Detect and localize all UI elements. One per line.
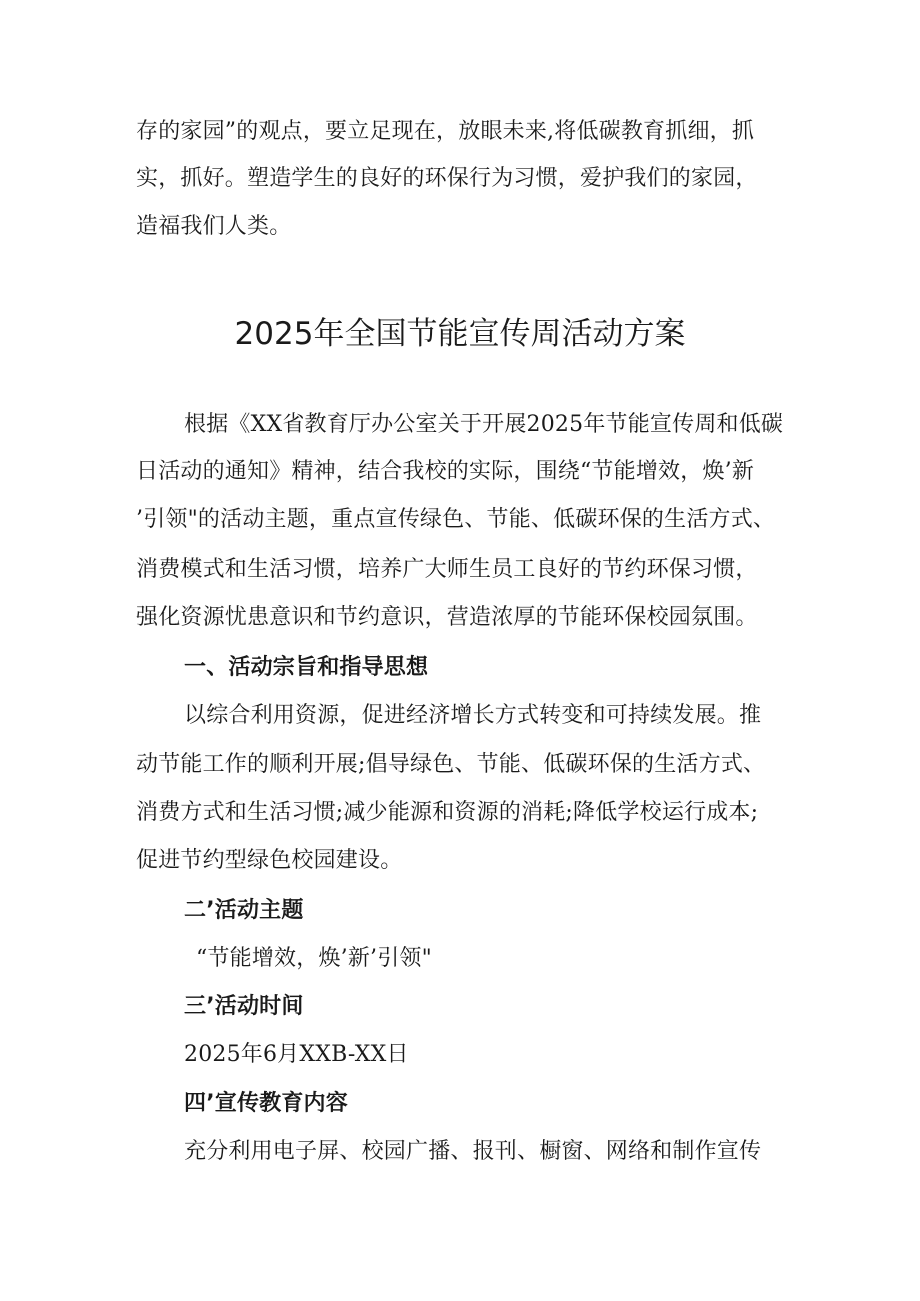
preface-line-2: 日活动的通知》精神，结合我校的实际，围绕“节能增效，焕’新 (136, 459, 755, 484)
section-2-heading: 二’活动主题 (184, 898, 304, 923)
preface-line-1: 根据《XX省教育厅办公室关于开展2025年节能宣传周和低碳 (184, 412, 784, 437)
document-title: 2025年全国节能宣传周活动方案 (234, 316, 686, 352)
section-1-line-2: 动节能工作的顺利开展;倡导绿色、节能、低碳环保的生活方式、 (136, 752, 766, 777)
section-4-heading: 四’宣传教育内容 (184, 1091, 348, 1116)
intro-line-3: 造福我们人类。 (136, 214, 292, 239)
preface-line-4: 消费模式和生活习惯，培养广大师生员工良好的节约环保习惯， (136, 557, 758, 582)
intro-line-1: 存的家园”的观点，要立足现在，放眼未来,将低碳教育抓细，抓 (136, 119, 755, 144)
preface-line-5: 强化资源忧患意识和节约意识，营造浓厚的节能环保校园氛围。 (136, 605, 758, 630)
intro-line-2: 实，抓好。塑造学生的良好的环保行为习惯，爱护我们的家园， (136, 166, 758, 191)
section-3-heading: 三’活动时间 (184, 994, 304, 1019)
section-1-heading: 一、活动宗旨和指导思想 (184, 655, 429, 680)
section-3-text: 2025年6月XXB-XX日 (184, 1042, 409, 1067)
section-1-line-3: 消费方式和生活习惯;减少能源和资源的消耗;降低学校运行成本; (136, 800, 759, 825)
section-1-line-4: 促进节约型绿色校园建设。 (136, 848, 403, 873)
section-2-text: “节能增效，焕’新’引领" (196, 946, 432, 971)
section-4-text: 充分利用电子屏、校园广播、报刊、橱窗、网络和制作宣传 (184, 1139, 762, 1164)
section-1-line-1: 以综合利用资源，促进经济增长方式转变和可持续发展。推 (184, 703, 762, 728)
preface-line-3: ’引领"的活动主题，重点宣传绿色、节能、低碳环保的生活方式、 (136, 507, 776, 532)
